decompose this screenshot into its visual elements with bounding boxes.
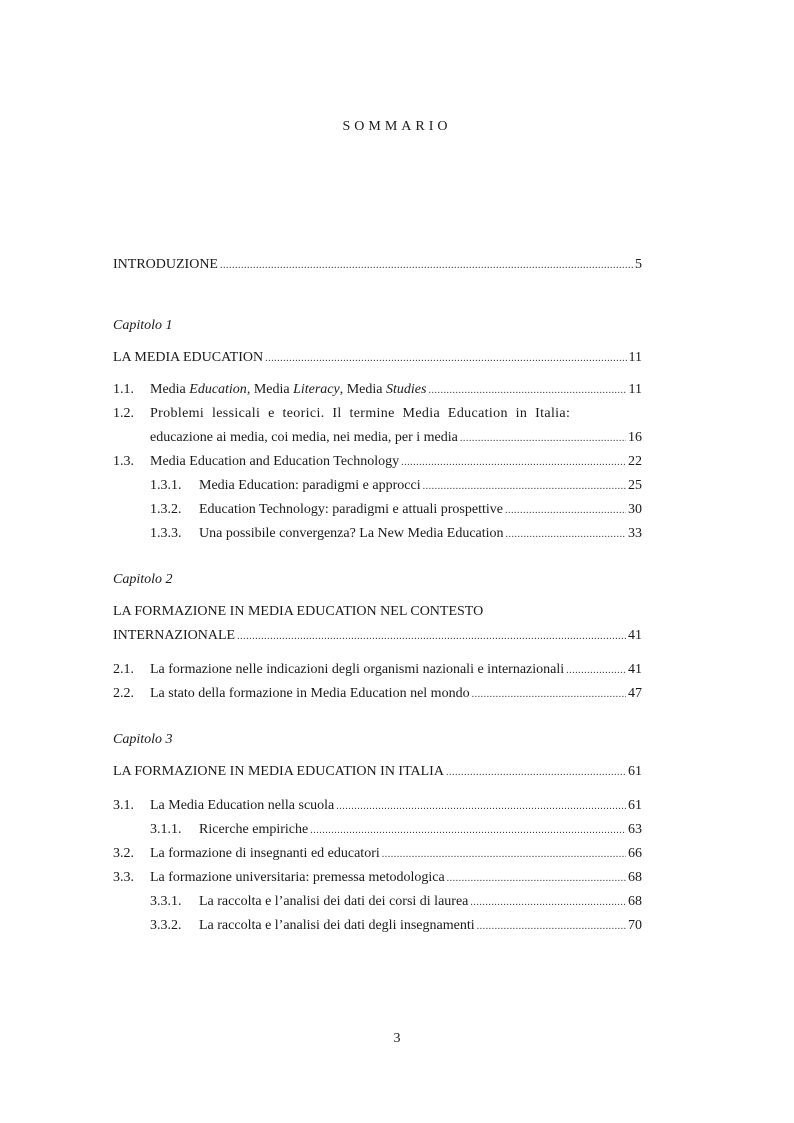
toc-label: La raccolta e l’analisi dei dati dei corsi di laurea	[199, 894, 469, 909]
toc-entry-1-3-2[interactable]	[113, 500, 642, 521]
toc-page: 68	[628, 894, 642, 909]
toc-label: Una possibile convergenza? La New Media Education	[199, 526, 504, 541]
toc-label: La formazione universitaria: premessa metodologica	[150, 870, 445, 885]
dot-leader	[460, 428, 626, 449]
chapter-heading: Capitolo 2	[113, 572, 173, 587]
toc-entry-1-1[interactable]	[113, 380, 642, 401]
toc-page: 16	[628, 430, 642, 445]
toc-entry-1-3[interactable]	[113, 452, 642, 473]
chapter-heading: Capitolo 3	[113, 732, 173, 747]
toc-label: INTERNAZIONALE	[113, 628, 236, 643]
toc-label: La stato della formazione in Media Education nel mondo	[150, 686, 470, 701]
toc-label: LA MEDIA EDUCATION	[113, 350, 264, 365]
dot-leader	[336, 796, 626, 817]
toc-label: Problemi lessicali e teorici. Il termine Media Education in Italia:	[150, 406, 571, 421]
toc-number: 3.3.	[113, 870, 134, 885]
toc-entry-1-2[interactable]	[113, 404, 642, 424]
toc-entry-chapter-1[interactable]	[113, 348, 642, 369]
chapter-heading: Capitolo 1	[113, 318, 173, 333]
toc-page: 25	[628, 478, 642, 493]
toc-entry-chapter-2[interactable]	[113, 626, 642, 647]
toc-label: Media Education, Media Literacy, Media Studies	[150, 382, 427, 397]
toc-entry-1-3-1[interactable]	[113, 476, 642, 497]
toc-number: 1.1.	[113, 382, 134, 397]
dot-leader	[477, 916, 626, 937]
toc-page: 66	[628, 846, 642, 861]
dot-leader	[310, 820, 626, 841]
dot-leader	[237, 626, 626, 647]
toc-page: 61	[628, 798, 642, 813]
toc-number: 3.1.1.	[150, 822, 182, 837]
toc-label: Ricerche empiriche	[199, 822, 309, 837]
toc-entry-1-3-3[interactable]	[113, 524, 642, 545]
toc-label: La formazione di insegnanti ed educatori	[150, 846, 380, 861]
toc-page: 61	[628, 764, 642, 779]
dot-leader	[428, 380, 626, 401]
dot-leader	[265, 348, 626, 369]
toc-number: 3.3.2.	[150, 918, 182, 933]
toc-entry-chapter-3[interactable]	[113, 762, 642, 783]
toc-label: INTRODUZIONE	[113, 257, 218, 272]
toc-page: 30	[628, 502, 642, 517]
dot-leader	[220, 255, 633, 276]
toc-label: La raccolta e l’analisi dei dati degli insegnamenti	[199, 918, 475, 933]
toc-label: Education Technology: paradigmi e attuali prospettive	[199, 502, 503, 517]
dot-leader	[447, 868, 626, 889]
toc-entry-1-2-cont[interactable]	[113, 428, 642, 449]
toc-page: 68	[628, 870, 642, 885]
toc-page: 11	[628, 382, 642, 397]
toc-page: 47	[628, 686, 642, 701]
toc-entry-3-3-1[interactable]	[113, 892, 642, 913]
toc-entry-3-1-1[interactable]	[113, 820, 642, 841]
toc-page: 22	[628, 454, 642, 469]
toc-page: 70	[628, 918, 642, 933]
page-number: 3	[393, 1031, 401, 1046]
dot-leader	[423, 476, 626, 497]
toc-entry-3-3-2[interactable]	[113, 916, 642, 937]
toc-page: 33	[628, 526, 642, 541]
dot-leader	[446, 762, 626, 783]
toc-number: 1.3.2.	[150, 502, 182, 517]
toc-label: educazione ai media, coi media, nei media, per i media	[150, 430, 458, 445]
page-title: SOMMARIO	[342, 119, 452, 134]
toc-page: 11	[628, 350, 642, 365]
toc-number: 1.3.1.	[150, 478, 182, 493]
toc-label: La Media Education nella scuola	[150, 798, 335, 813]
toc-number: 3.3.1.	[150, 894, 182, 909]
toc-entry-3-3[interactable]	[113, 868, 642, 889]
toc-entry-2-2[interactable]	[113, 684, 642, 705]
dot-leader	[506, 524, 626, 545]
toc-number: 1.2.	[113, 406, 134, 421]
toc-entry-3-2[interactable]	[113, 844, 642, 865]
toc-number: 2.2.	[113, 686, 134, 701]
toc-page: 41	[628, 628, 642, 643]
toc-page: 5	[635, 257, 642, 272]
toc-entry-3-1[interactable]	[113, 796, 642, 817]
toc-label: Media Education: paradigmi e approcci	[199, 478, 421, 493]
toc-number: 1.3.	[113, 454, 134, 469]
toc-number: 3.2.	[113, 846, 134, 861]
toc-entry-2-1[interactable]	[113, 660, 642, 681]
toc-number: 2.1.	[113, 662, 134, 677]
dot-leader	[401, 452, 626, 473]
dot-leader	[470, 892, 626, 913]
toc-label: La formazione nelle indicazioni degli organismi nazionali e internazionali	[150, 662, 565, 677]
toc-page: 41	[628, 662, 642, 677]
toc-label: Media Education and Education Technology	[150, 454, 400, 469]
dot-leader	[472, 684, 626, 705]
toc-entry-chapter-2-line1[interactable]: LA FORMAZIONE IN MEDIA EDUCATION NEL CONTESTO	[113, 604, 484, 619]
toc-number: 3.1.	[113, 798, 134, 813]
toc-entry-introduction[interactable]	[113, 255, 642, 276]
toc-number: 1.3.3.	[150, 526, 182, 541]
dot-leader	[566, 660, 626, 681]
dot-leader	[505, 500, 626, 521]
toc-page: 63	[628, 822, 642, 837]
toc-label: LA FORMAZIONE IN MEDIA EDUCATION IN ITALIA	[113, 764, 444, 779]
dot-leader	[382, 844, 626, 865]
